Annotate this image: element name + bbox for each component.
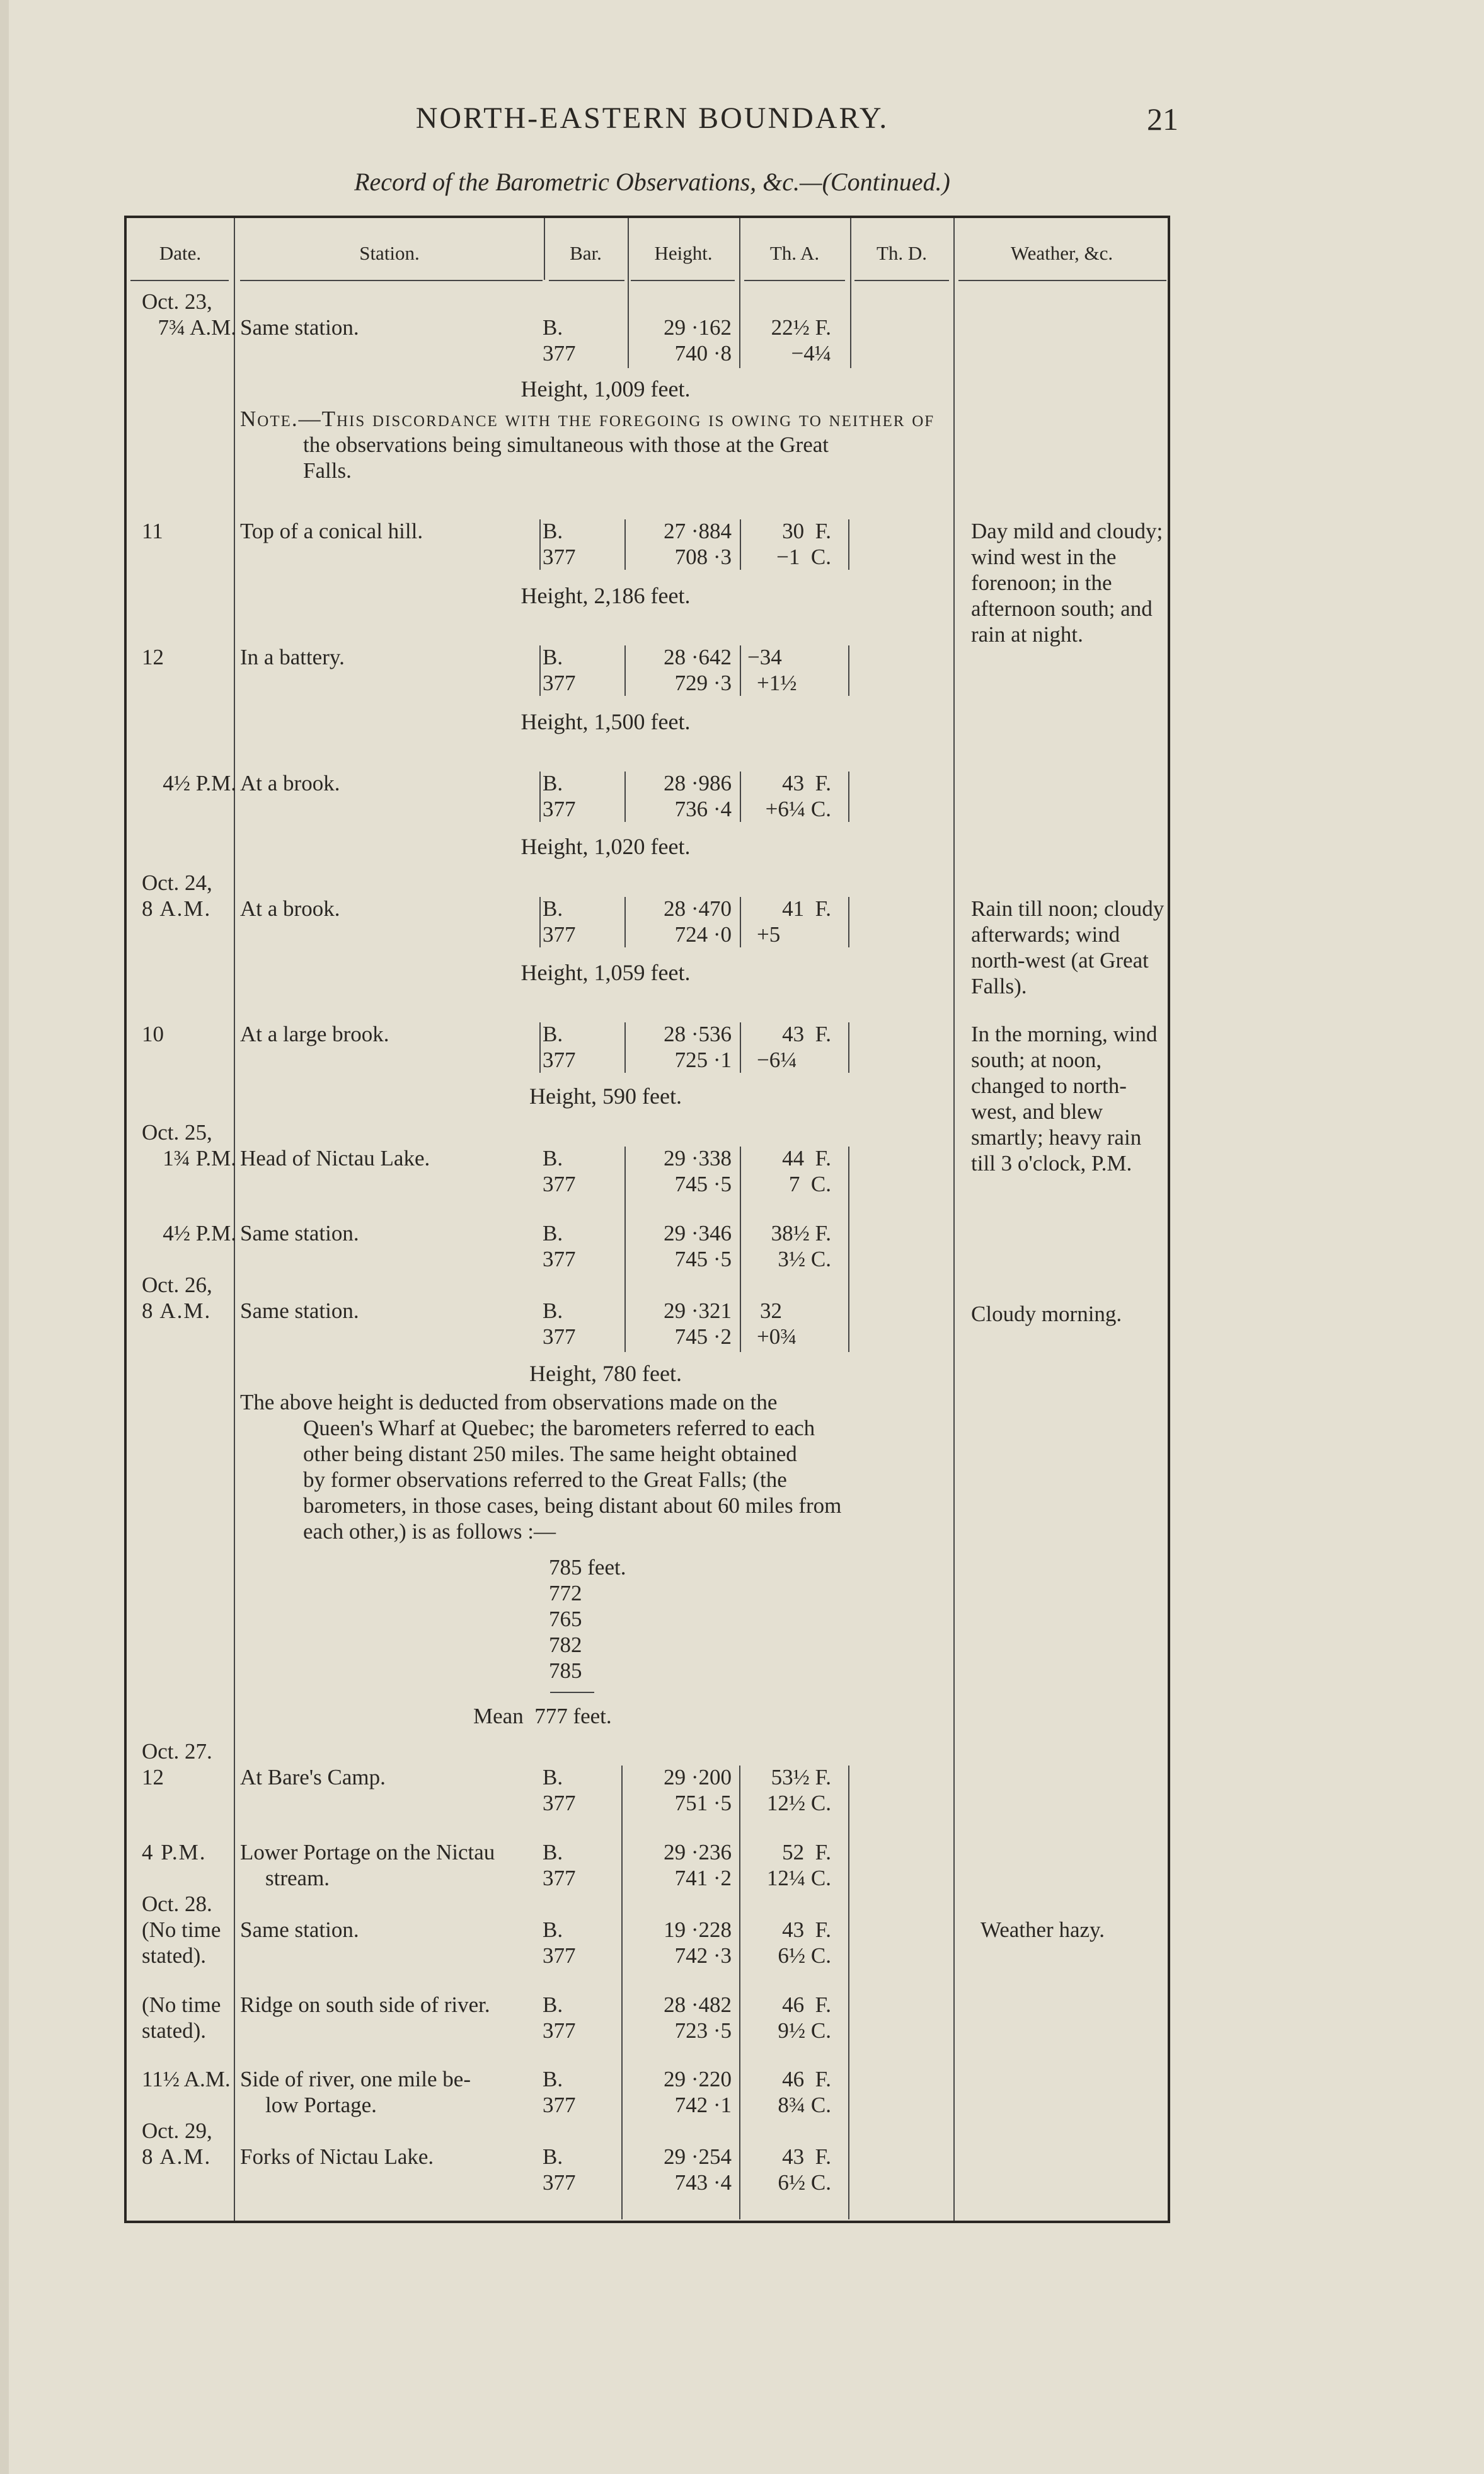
date-cell: (No time	[142, 1917, 221, 1942]
station-cell: Same station.	[240, 1917, 359, 1942]
bar-cell: 377	[543, 2170, 576, 2195]
column-rule	[953, 218, 955, 2221]
height-cell: 28 ·470	[664, 896, 732, 921]
header-rule	[631, 280, 735, 281]
weather-cell: Weather hazy.	[981, 1917, 1105, 1942]
station-cell: Same station.	[240, 315, 359, 340]
th-a-cell: 43 F.	[782, 771, 831, 795]
height-list-item: 772	[549, 1581, 582, 1605]
note-text: Queen's Wharf at Quebec; the barometers referred to each	[303, 1416, 815, 1440]
date-cell: 8 A.M.	[142, 896, 212, 921]
height-cell: 740 ·8	[674, 341, 732, 366]
header-rule	[240, 280, 543, 281]
column-rule	[628, 279, 629, 368]
date-cell: Oct. 27.	[142, 1739, 212, 1764]
height-list-item: 785	[549, 1658, 582, 1683]
th-a-cell: 22½ F.	[771, 315, 831, 340]
header-rule	[958, 280, 1166, 281]
th-a-cell: 30 F.	[782, 519, 831, 543]
date-cell: 4½ P.M.	[163, 771, 236, 795]
page-number: 21	[1147, 101, 1178, 137]
header-height: Height.	[654, 242, 713, 264]
header-rule	[854, 280, 949, 281]
header-rule	[130, 280, 229, 281]
note-text: other being distant 250 miles. The same height obtained	[303, 1442, 797, 1466]
height-cell: 741 ·2	[674, 1866, 732, 1890]
column-rule	[848, 772, 849, 822]
height-result: Height, 2,186 feet.	[521, 583, 691, 608]
station-cell: At a brook.	[240, 896, 340, 921]
column-rule	[848, 519, 849, 570]
column-rule	[624, 772, 626, 822]
height-list-item: 782	[549, 1633, 582, 1657]
bar-cell: 377	[543, 1172, 576, 1196]
date-cell: 7¾ A.M.	[158, 315, 236, 340]
header-th-a: Th. A.	[769, 242, 820, 264]
height-cell: 723 ·5	[674, 2018, 732, 2043]
height-cell: 29 ·220	[664, 2067, 732, 2091]
height-cell: 745 ·5	[674, 1247, 732, 1271]
bar-cell: B.	[543, 1917, 563, 1942]
station-cell: low Portage.	[265, 2093, 377, 2117]
weather-cell: Cloudy morning.	[971, 1302, 1122, 1326]
column-rule	[624, 645, 626, 696]
date-cell: 12	[142, 645, 164, 669]
height-cell: 28 ·986	[664, 771, 732, 795]
column-rule	[539, 519, 541, 570]
height-cell: 29 ·200	[664, 1765, 732, 1789]
bar-cell: B.	[543, 2144, 563, 2169]
th-a-cell: 12½ C.	[766, 1791, 831, 1815]
th-a-cell: +5	[757, 922, 781, 947]
header-date: Date.	[159, 242, 202, 264]
station-cell: Head of Nictau Lake.	[240, 1146, 430, 1171]
th-a-cell: 43 F.	[782, 2144, 831, 2169]
bar-cell: 377	[543, 341, 576, 366]
bar-cell: B.	[543, 1221, 563, 1246]
th-a-cell: 6½ C.	[778, 2170, 831, 2195]
height-cell: 29 ·254	[664, 2144, 732, 2169]
date-cell: Oct. 25,	[142, 1120, 212, 1145]
column-rule	[739, 279, 740, 368]
th-a-cell: 41 F.	[782, 896, 831, 921]
header-th-d: Th. D.	[876, 242, 928, 264]
column-rule	[539, 645, 541, 696]
weather-cell: Rain till noon; cloudy afterwards; wind north-west (at Great Falls).	[971, 896, 1165, 998]
th-a-cell: 44 F.	[782, 1146, 831, 1171]
height-cell: 28 ·482	[664, 1992, 732, 2017]
th-a-cell: 12¼ C.	[766, 1866, 831, 1890]
bar-cell: B.	[543, 1022, 563, 1046]
column-rule	[850, 279, 851, 368]
height-cell: 724 ·0	[674, 922, 732, 947]
height-cell: 745 ·5	[674, 1172, 732, 1196]
height-cell: 28 ·642	[664, 645, 732, 669]
note-text: Falls.	[303, 458, 352, 483]
note-text: each other,) is as follows :—	[303, 1519, 556, 1544]
column-rule	[740, 1147, 741, 1352]
station-cell: Same station.	[240, 1298, 359, 1323]
height-result: Height, 590 feet.	[529, 1084, 682, 1109]
bar-cell: 377	[543, 1791, 576, 1815]
column-rule	[740, 772, 741, 822]
th-a-cell: 7 C.	[788, 1172, 831, 1196]
date-cell: 11½ A.M.	[142, 2067, 231, 2091]
observations-table	[124, 216, 1170, 2223]
date-cell: Oct. 23,	[142, 289, 212, 314]
note-text: Note.—This discordance with the foregoing is owing to neither of	[240, 407, 935, 431]
column-rule	[848, 1766, 849, 2219]
column-rule	[624, 1022, 626, 1073]
bar-cell: 377	[543, 2018, 576, 2043]
note-text: barometers, in those cases, being distant about 60 miles from	[303, 1493, 842, 1518]
quebec-note	[240, 1389, 941, 1544]
th-a-cell: 38½ F.	[771, 1221, 831, 1246]
table-subtitle: Record of the Barometric Observations, &c.—(Continued.)	[354, 168, 950, 196]
date-cell: 8 A.M.	[142, 2144, 212, 2169]
height-cell: 29 ·346	[664, 1221, 732, 1246]
height-result: Height, 780 feet.	[529, 1361, 682, 1386]
date-cell: stated).	[142, 1943, 207, 1968]
th-a-cell: +0¾	[757, 1324, 797, 1349]
note-text: The above height is deducted from observations made on the	[240, 1390, 778, 1414]
date-cell: 4½ P.M.	[163, 1221, 236, 1246]
bar-cell: B.	[543, 315, 563, 340]
bar-cell: B.	[543, 896, 563, 921]
header-rule	[744, 280, 845, 281]
bar-cell: 377	[543, 1247, 576, 1271]
weather-cell: In the morning, wind south; at noon, changed to north-west, and blew smartly; heavy rain till 3 o'clock, P.M.	[971, 1022, 1158, 1176]
th-a-cell: −6¼	[757, 1048, 797, 1072]
bar-cell: B.	[543, 2067, 563, 2091]
note-text: by former observations referred to the Great Falls; (the	[303, 1467, 787, 1492]
date-cell: 12	[142, 1765, 164, 1789]
height-result: Height, 1,009 feet.	[521, 376, 691, 402]
station-cell: Lower Portage on the Nictau	[240, 1840, 495, 1864]
station-cell: stream.	[265, 1866, 330, 1890]
height-cell: 29 ·162	[664, 315, 732, 340]
bar-cell: 377	[543, 2093, 576, 2117]
height-list-item: 765	[549, 1607, 582, 1631]
column-rule	[539, 772, 541, 822]
th-a-cell: 46 F.	[782, 2067, 831, 2091]
header-station: Station.	[359, 242, 420, 264]
date-cell: 1¾ P.M.	[163, 1146, 236, 1171]
height-result: Height, 1,020 feet.	[521, 834, 691, 859]
height-cell: 743 ·4	[674, 2170, 732, 2195]
station-cell: Top of a conical hill.	[240, 519, 423, 543]
height-cell: 29 ·338	[664, 1146, 732, 1171]
station-cell: Forks of Nictau Lake.	[240, 2144, 434, 2169]
bar-cell: 377	[543, 922, 576, 947]
bar-cell: 377	[543, 1048, 576, 1072]
mean-rule	[550, 1692, 594, 1693]
height-cell: 736 ·4	[674, 797, 732, 821]
th-a-cell: +1½	[757, 671, 797, 695]
station-cell: Side of river, one mile be-	[240, 2067, 471, 2091]
date-cell: 8 A.M.	[142, 1298, 212, 1323]
height-cell: 742 ·3	[674, 1943, 732, 1968]
height-cell: 751 ·5	[674, 1791, 732, 1815]
date-cell: Oct. 28.	[142, 1892, 212, 1916]
header-rule	[549, 280, 624, 281]
discordance-note	[240, 406, 941, 483]
th-a-cell: −4¼	[791, 341, 831, 366]
th-a-cell: 6½ C.	[778, 1943, 831, 1968]
date-cell: 11	[142, 519, 163, 543]
column-rule	[539, 897, 541, 947]
bar-cell: 377	[543, 1324, 576, 1349]
date-cell: Oct. 29,	[142, 2119, 212, 2143]
th-a-cell: 43 F.	[782, 1917, 831, 1942]
station-cell: In a battery.	[240, 645, 345, 669]
bar-cell: 377	[543, 545, 576, 569]
column-rule	[740, 645, 741, 696]
date-cell: Oct. 26,	[142, 1273, 212, 1297]
bar-cell: 377	[543, 671, 576, 695]
th-a-cell: 43 F.	[782, 1022, 831, 1046]
bar-cell: B.	[543, 1840, 563, 1864]
th-a-cell: +6¼ C.	[765, 797, 831, 821]
column-rule	[848, 1147, 849, 1352]
column-rule	[624, 1147, 626, 1352]
height-cell: 725 ·1	[674, 1048, 732, 1072]
column-rule	[848, 645, 849, 696]
bar-cell: B.	[543, 771, 563, 795]
note-text: the observations being simultaneous with those at the Great	[303, 432, 829, 457]
height-cell: 745 ·2	[674, 1324, 732, 1349]
mean-height: Mean 777 feet.	[473, 1704, 612, 1728]
date-cell: (No time	[142, 1992, 221, 2017]
date-cell: Oct. 24,	[142, 870, 212, 895]
column-rule	[621, 1766, 623, 2219]
station-cell: At a large brook.	[240, 1022, 389, 1046]
height-cell: 28 ·536	[664, 1022, 732, 1046]
height-cell: 29 ·321	[664, 1298, 732, 1323]
height-cell: 708 ·3	[674, 545, 732, 569]
th-a-cell: 32	[760, 1298, 782, 1323]
th-a-cell: 53½ F.	[771, 1765, 831, 1789]
th-a-cell: 46 F.	[782, 1992, 831, 2017]
bar-cell: 377	[543, 1943, 576, 1968]
date-cell: 10	[142, 1022, 164, 1046]
page-edge	[0, 0, 9, 2474]
station-cell: Same station.	[240, 1221, 359, 1246]
th-a-cell: 9½ C.	[778, 2018, 831, 2043]
station-cell: At a brook.	[240, 771, 340, 795]
date-cell: 4 P.M.	[142, 1840, 207, 1864]
height-cell: 19 ·228	[664, 1917, 732, 1942]
height-cell: 27 ·884	[664, 519, 732, 543]
height-cell: 29 ·236	[664, 1840, 732, 1864]
height-result: Height, 1,500 feet.	[521, 709, 691, 734]
header-weather: Weather, &c.	[1010, 242, 1113, 264]
bar-cell: 377	[543, 1866, 576, 1890]
weather-cell: Day mild and cloudy; wind west in the forenoon; in the afternoon south; and rain at night.	[971, 519, 1163, 647]
column-rule	[539, 1022, 541, 1073]
header-bar: Bar.	[570, 242, 602, 264]
column-rule	[624, 519, 626, 570]
height-cell: 729 ·3	[674, 671, 732, 695]
column-rule	[740, 519, 741, 570]
bar-cell: 377	[543, 797, 576, 821]
column-rule	[739, 1766, 740, 2219]
bar-cell: B.	[543, 1765, 563, 1789]
bar-cell: B.	[543, 1146, 563, 1171]
height-cell: 742 ·1	[674, 2093, 732, 2117]
th-a-cell: 8¾ C.	[778, 2093, 831, 2117]
column-rule	[624, 897, 626, 947]
bar-cell: B.	[543, 1298, 563, 1323]
page-header	[126, 101, 1178, 151]
bar-cell: B.	[543, 645, 563, 669]
column-rule	[848, 1022, 849, 1073]
date-cell: stated).	[142, 2018, 207, 2043]
bar-cell: B.	[543, 1992, 563, 2017]
th-a-cell: −1 C.	[776, 545, 831, 569]
height-result: Height, 1,059 feet.	[521, 960, 691, 985]
column-rule	[848, 897, 849, 947]
column-rule	[740, 897, 741, 947]
bar-cell: B.	[543, 519, 563, 543]
station-cell: At Bare's Camp.	[240, 1765, 386, 1789]
station-cell: Ridge on south side of river.	[240, 1992, 490, 2017]
height-list-item: 785 feet.	[549, 1555, 626, 1580]
th-a-cell: −34	[747, 645, 782, 669]
th-a-cell: 3½ C.	[778, 1247, 831, 1271]
column-rule	[740, 1022, 741, 1073]
running-title: NORTH-EASTERN BOUNDARY.	[415, 101, 889, 135]
th-a-cell: 52 F.	[782, 1840, 831, 1864]
